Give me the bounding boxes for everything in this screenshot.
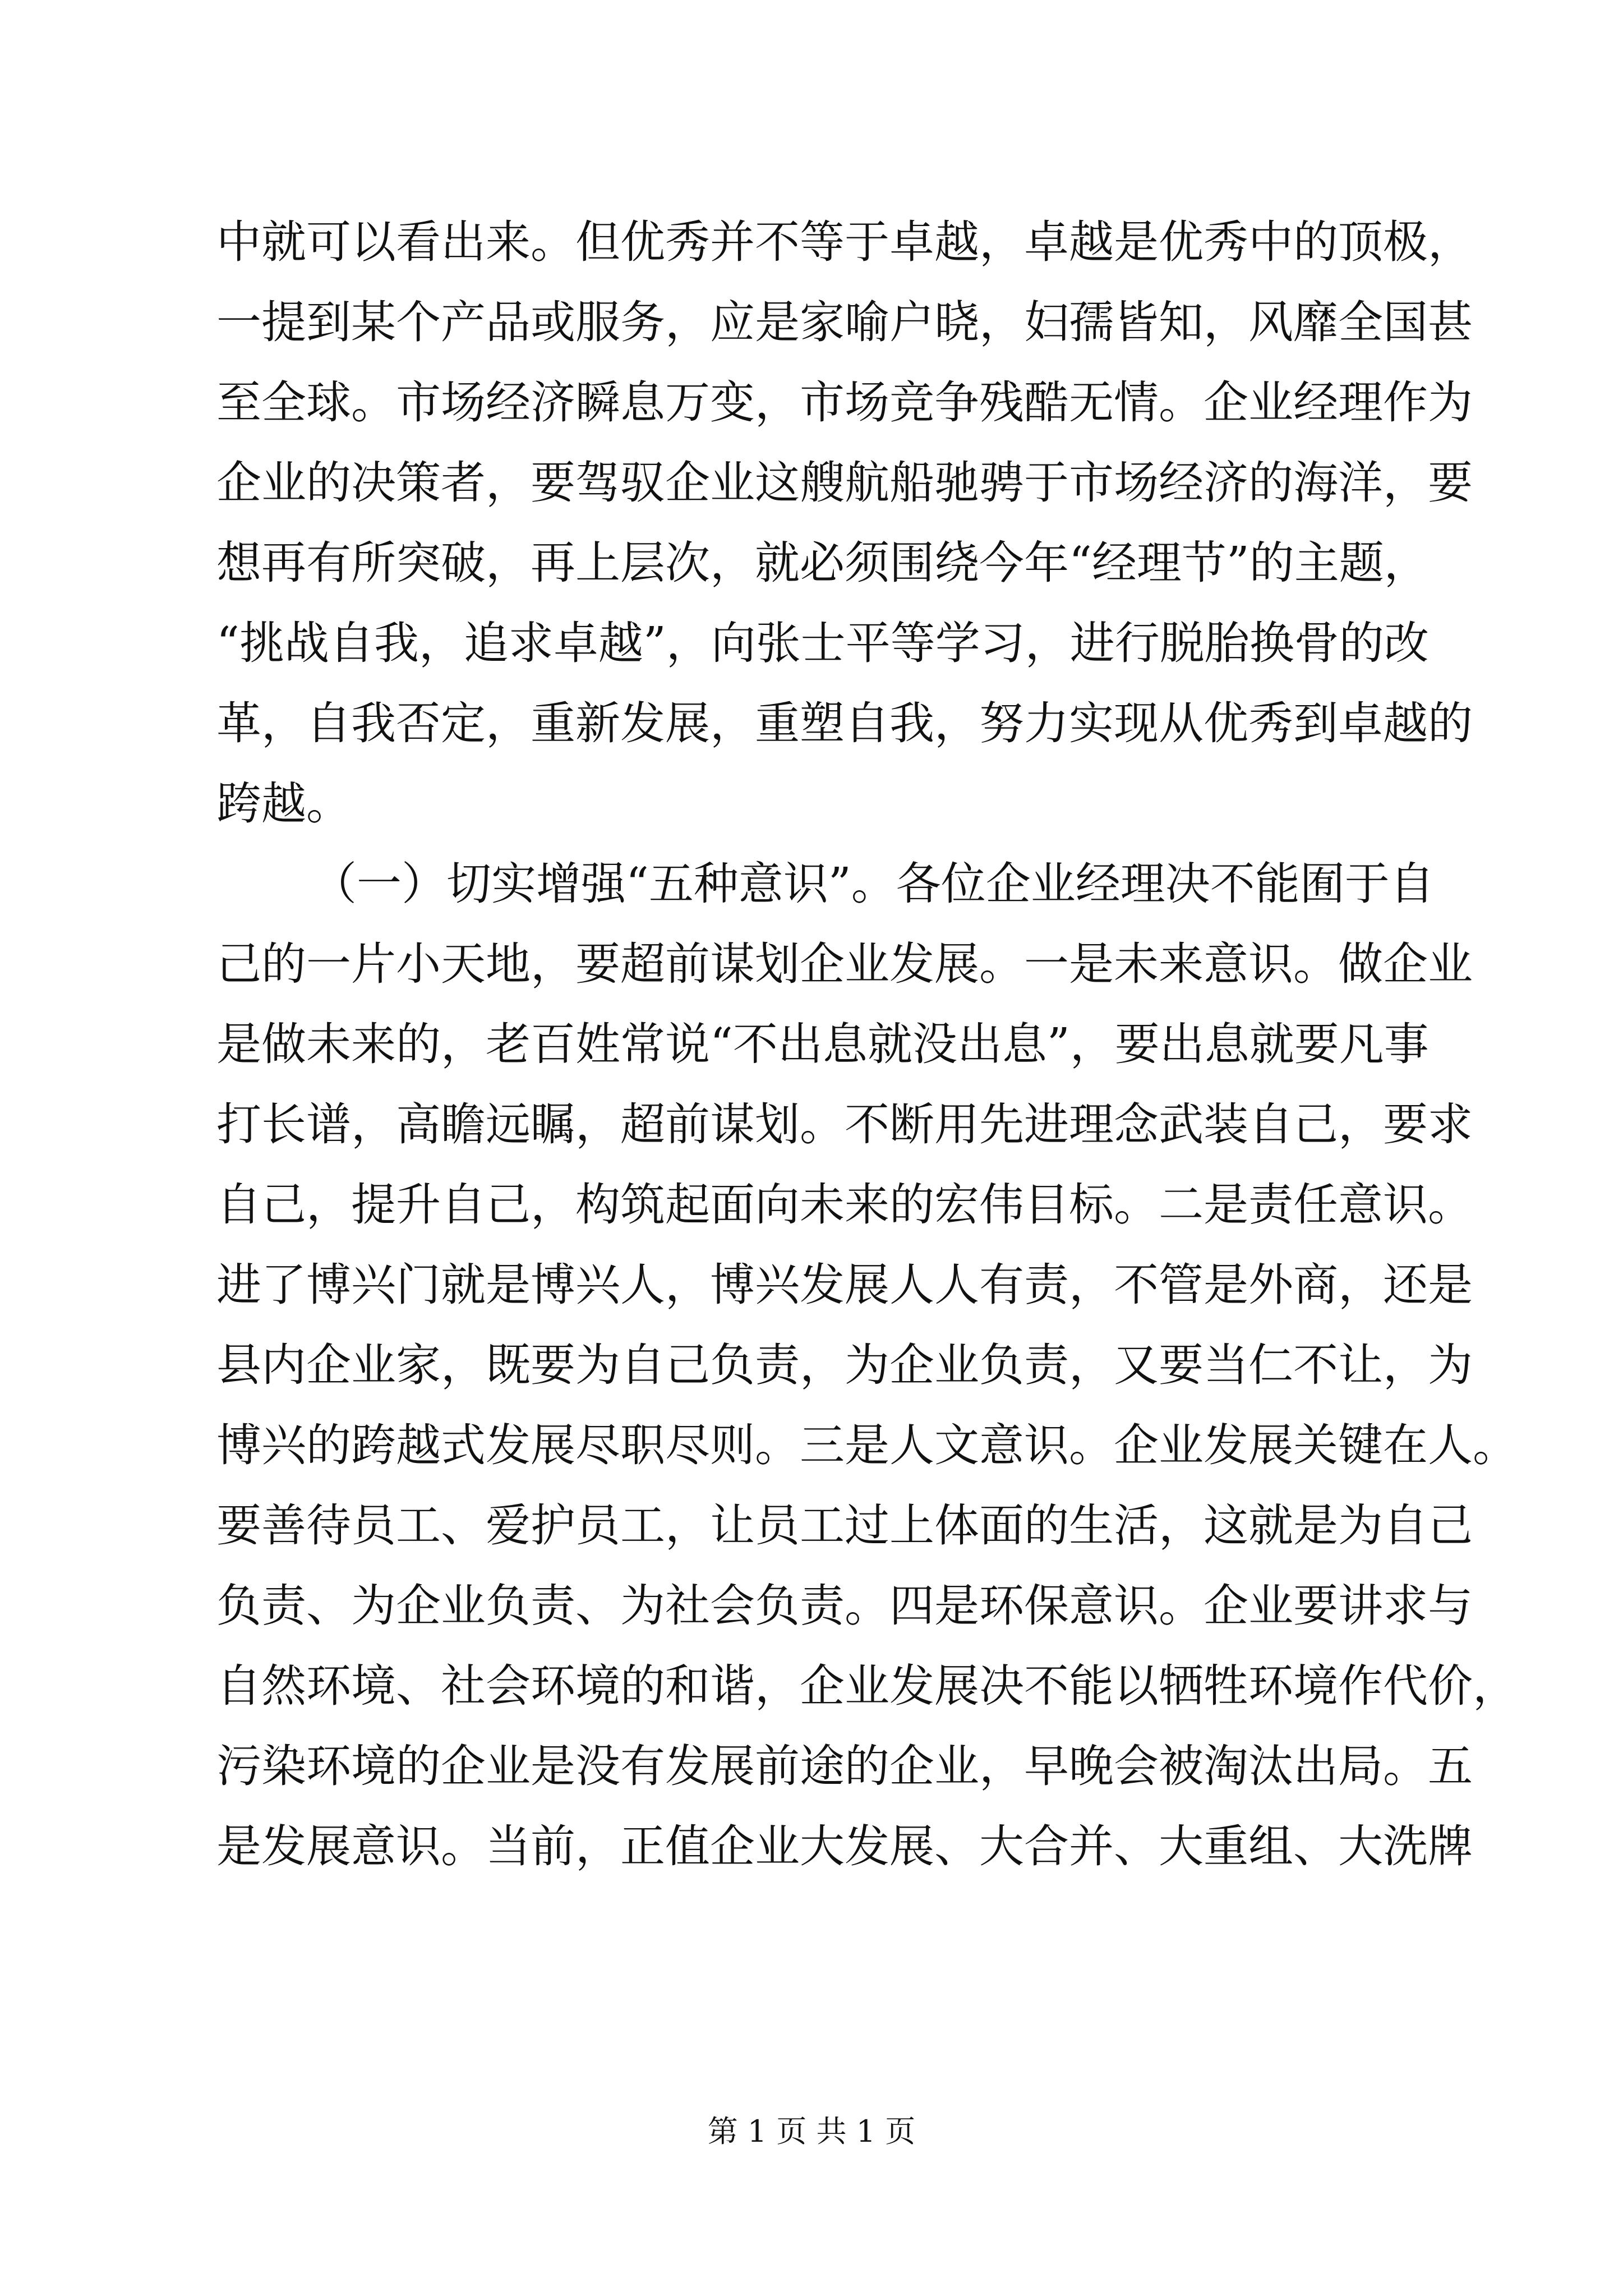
text-line: 是做未来的，老百姓常说“不出息就没出息”，要出息就要凡事 bbox=[216, 1018, 1429, 1070]
text-line: 县内企业家，既要为自己负责，为企业负责，又要当仁不让，为 bbox=[216, 1339, 1473, 1391]
paragraph-end-line: 跨越。 bbox=[216, 777, 351, 830]
text-line: 自然环境、社会环境的和谐，企业发展决不能以牺牲环境作代价， bbox=[216, 1660, 1518, 1712]
text-line: 至全球。市场经济瞬息万变，市场竞争残酷无情。企业经理作为 bbox=[216, 376, 1473, 429]
text-line: 自己，提升自己，构筑起面向未来的宏伟目标。二是责任意识。 bbox=[216, 1179, 1473, 1231]
text-line: 博兴的跨越式发展尽职尽则。三是人文意识。企业发展关键在人。 bbox=[216, 1419, 1518, 1471]
text-line: 革，自我否定，重新发展，重塑自我，努力实现从优秀到卓越的 bbox=[216, 697, 1473, 749]
text-line: 负责、为企业负责、为社会负责。四是环保意识。企业要讲求与 bbox=[216, 1580, 1473, 1632]
text-line: 中就可以看出来。但优秀并不等于卓越，卓越是优秀中的顶极， bbox=[216, 216, 1473, 268]
text-line: 污染环境的企业是没有发展前途的企业，早晚会被淘汰出局。五 bbox=[216, 1740, 1473, 1792]
text-line: 进了博兴门就是博兴人，博兴发展人人有责，不管是外商，还是 bbox=[216, 1259, 1473, 1311]
text-line: 是发展意识。当前，正值企业大发展、大合并、大重组、大洗牌 bbox=[216, 1820, 1473, 1872]
text-line: “挑战自我，追求卓越”，向张士平等学习，进行脱胎换骨的改 bbox=[216, 617, 1429, 669]
text-line: 打长谱，高瞻远瞩，超前谋划。不断用先进理念武装自己，要求 bbox=[216, 1098, 1473, 1151]
text-line: 一提到某个产品或服务，应是家喻户晓，妇孺皆知，风靡全国甚 bbox=[216, 296, 1473, 348]
text-line: 企业的决策者，要驾驭企业这艘航船驰骋于市场经济的海洋，要 bbox=[216, 457, 1473, 509]
paragraph-first-line: （一）切实增强“五种意识”。各位企业经理决不能囿于自 bbox=[312, 858, 1435, 910]
text-line: 要善待员工、爱护员工，让员工过上体面的生活，这就是为自己 bbox=[216, 1499, 1473, 1552]
text-line: 己的一片小天地，要超前谋划企业发展。一是未来意识。做企业 bbox=[216, 938, 1473, 990]
document-body bbox=[216, 202, 1518, 1887]
page-number-footer: 第 1 页 共 1 页 bbox=[707, 2114, 916, 2149]
text-line: 想再有所突破，再上层次，就必须围绕今年“经理节”的主题， bbox=[216, 537, 1429, 589]
